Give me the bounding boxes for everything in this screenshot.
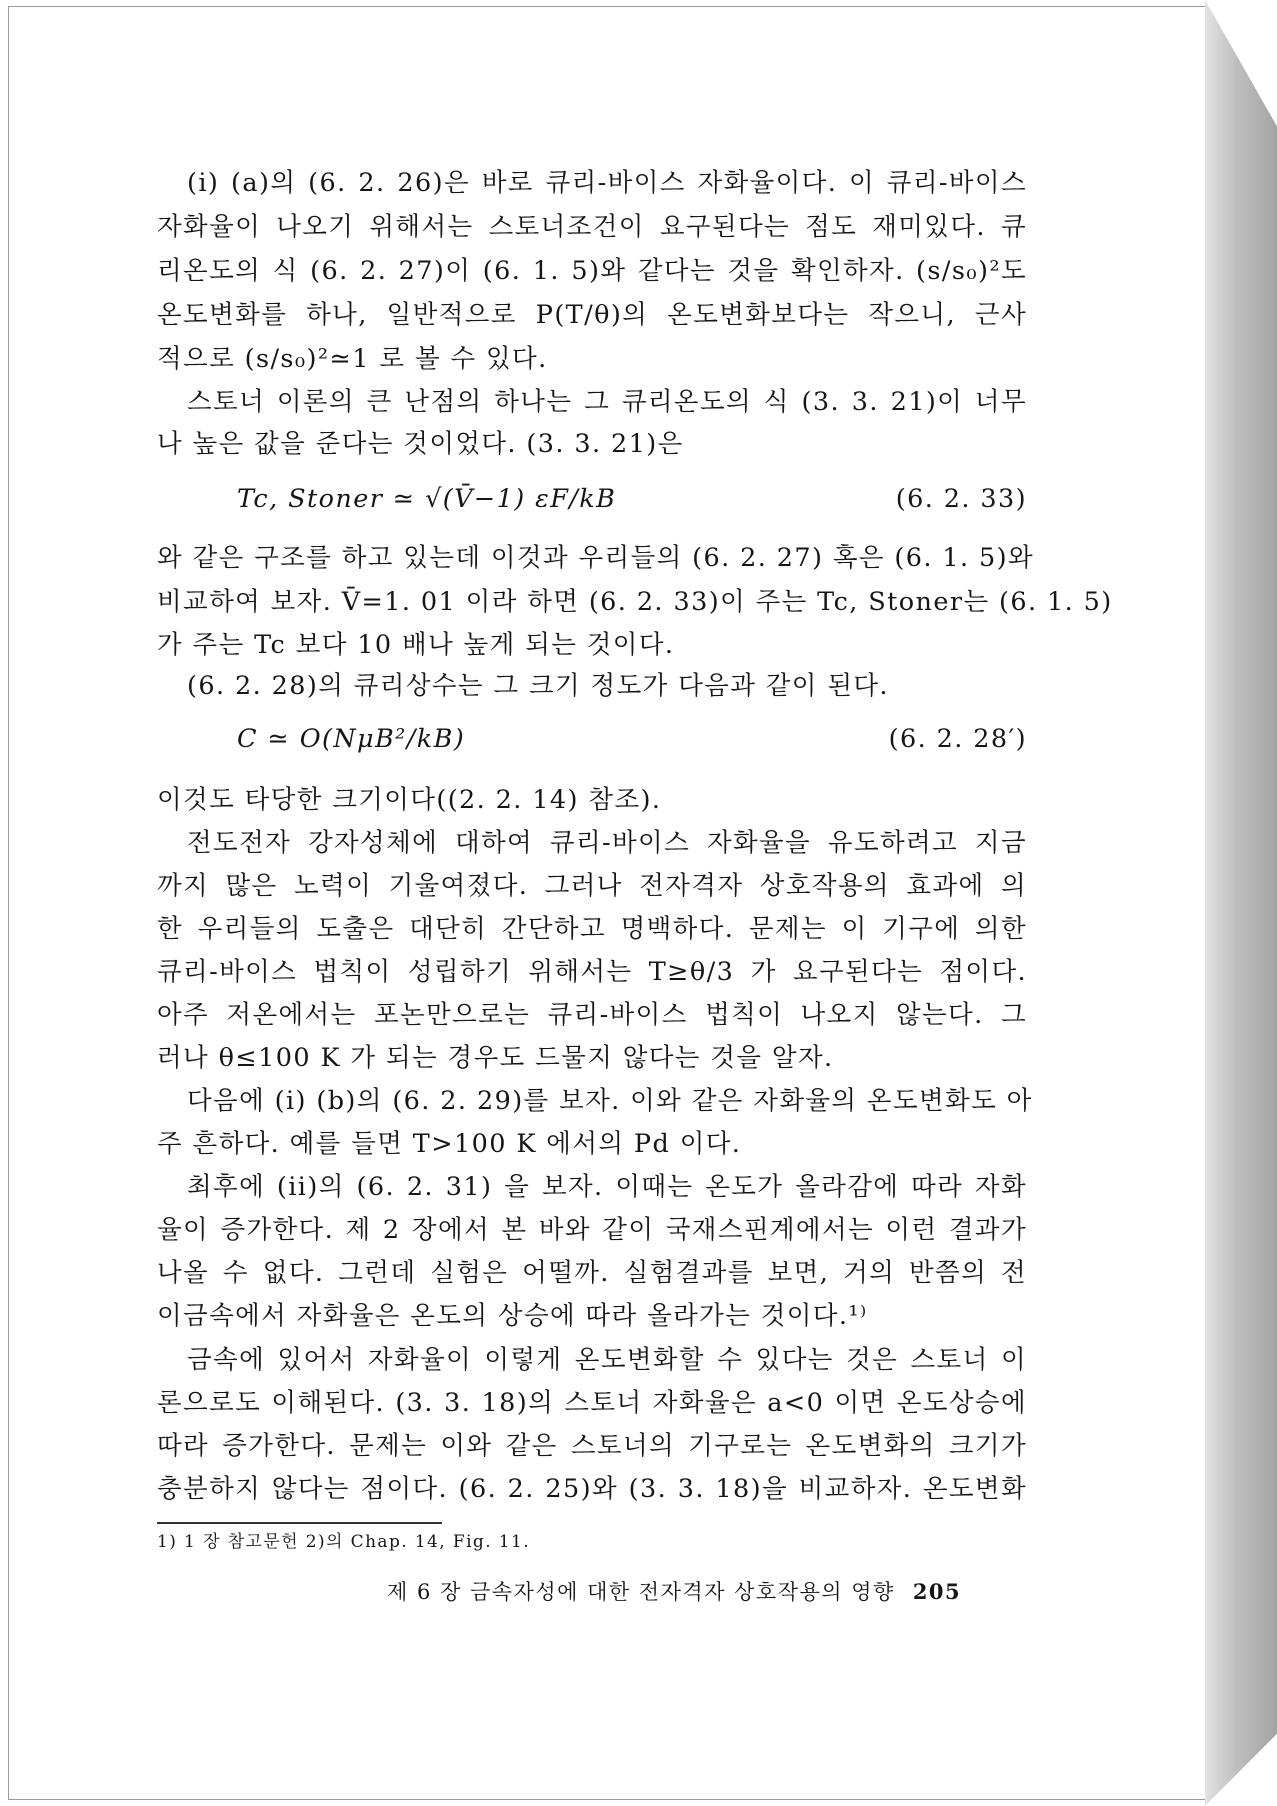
- paragraph-line: 금속에 있어서 자화율이 이렇게 온도변화할 수 있다는 것은 스토너 이: [187, 1345, 1027, 1375]
- equation-formula: C ≃ O(NμB²/kB): [237, 724, 466, 754]
- equation-number: (6. 2. 33): [895, 484, 1027, 514]
- paragraph-line: 비교하여 보자. V̄=1. 01 이라 하면 (6. 2. 33)이 주는 Tc, Stoner는 (6. 1. 5): [157, 587, 1113, 617]
- paragraph-line: 까지 많은 노력이 기울여졌다. 그러나 전자격자 상호작용의 효과에 의: [157, 871, 1027, 901]
- paragraph-line: 적으로 (s/s₀)²≃1 로 볼 수 있다.: [157, 344, 548, 374]
- chapter-title: 제 6 장 금속자성에 대한 전자격자 상호작용의 영향: [387, 1580, 895, 1604]
- equation-formula: Tc, Stoner ≃ √(V̄−1) εF/kB: [237, 484, 617, 514]
- paragraph-line: 나 높은 값을 준다는 것이었다. (3. 3. 21)은: [157, 429, 684, 459]
- paragraph-line: 아주 저온에서는 포논만으로는 큐리-바이스 법칙이 나오지 않는다. 그: [157, 1000, 1027, 1030]
- page-body: [157, 0, 1113, 1806]
- paragraph-line: 최후에 (ii)의 (6. 2. 31) 을 보자. 이때는 온도가 올라감에 따라 자화: [187, 1172, 1027, 1202]
- paragraph-line: 스토너 이론의 큰 난점의 하나는 그 큐리온도의 식 (3. 3. 21)이 너무: [187, 387, 1027, 417]
- footnote-rule: [157, 1522, 442, 1524]
- equation-number: (6. 2. 28′): [888, 724, 1027, 754]
- paragraph-line: 전도전자 강자성체에 대하여 큐리-바이스 자화율을 유도하려고 지금: [187, 828, 1027, 858]
- paragraph-line: (i) (a)의 (6. 2. 26)은 바로 큐리-바이스 자화율이다. 이 큐리-바이스: [187, 168, 1027, 198]
- paragraph-line: 주 흔하다. 예를 들면 T>100 K 에서의 Pd 이다.: [157, 1129, 742, 1159]
- paragraph-line: 론으로도 이해된다. (3. 3. 18)의 스토너 자화율은 a<0 이면 온도상승에: [157, 1388, 1027, 1418]
- paragraph-line: 한 우리들의 도출은 대단히 간단하고 명백하다. 문제는 이 기구에 의한: [157, 914, 1027, 944]
- page-edge-shadow: [1205, 0, 1277, 1806]
- paragraph-line: 다음에 (i) (b)의 (6. 2. 29)를 보자. 이와 같은 자화율의 온도변화도 아: [187, 1086, 1033, 1116]
- paragraph-line: 율이 증가한다. 제 2 장에서 본 바와 같이 국재스핀계에서는 이런 결과가: [157, 1215, 1027, 1245]
- paragraph-line: 가 주는 Tc 보다 10 배나 높게 되는 것이다.: [157, 630, 675, 660]
- paragraph-line: 러나 θ≤100 K 가 되는 경우도 드물지 않다는 것을 알자.: [157, 1043, 834, 1073]
- running-footer: [387, 1578, 961, 1606]
- footnote: 1) 1 장 참고문헌 2)의 Chap. 14, Fig. 11.: [157, 1532, 531, 1552]
- paragraph-line: 리온도의 식 (6. 2. 27)이 (6. 1. 5)와 같다는 것을 확인하자. (s/s₀)²도: [157, 256, 1027, 286]
- paragraph-line: 와 같은 구조를 하고 있는데 이것과 우리들의 (6. 2. 27) 혹은 (6. 1. 5)와: [157, 543, 1035, 573]
- paragraph-line: 따라 증가한다. 문제는 이와 같은 스토너의 기구로는 온도변화의 크기가: [157, 1431, 1027, 1461]
- page-number: 205: [912, 1579, 962, 1604]
- paragraph-line: 자화율이 나오기 위해서는 스토너조건이 요구된다는 점도 재미있다. 큐: [157, 212, 1027, 242]
- paragraph-line: 이금속에서 자화율은 온도의 상승에 따라 올라가는 것이다.¹⁾: [157, 1301, 868, 1331]
- paragraph-line: 큐리-바이스 법칙이 성립하기 위해서는 T≥θ/3 가 요구된다는 점이다.: [157, 957, 1027, 987]
- paragraph-line: 이것도 타당한 크기이다((2. 2. 14) 참조).: [157, 785, 662, 815]
- paragraph-line: 충분하지 않다는 점이다. (6. 2. 25)와 (3. 3. 18)을 비교하자. 온도변화: [157, 1474, 1027, 1504]
- paragraph-line: 나올 수 없다. 그런데 실험은 어떨까. 실험결과를 보면, 거의 반쯤의 전: [157, 1258, 1027, 1288]
- paragraph-line: 온도변화를 하나, 일반적으로 P(T/θ)의 온도변화보다는 작으니, 근사: [157, 300, 1027, 330]
- paragraph-line: (6. 2. 28)의 큐리상수는 그 크기 정도가 다음과 같이 된다.: [187, 671, 889, 701]
